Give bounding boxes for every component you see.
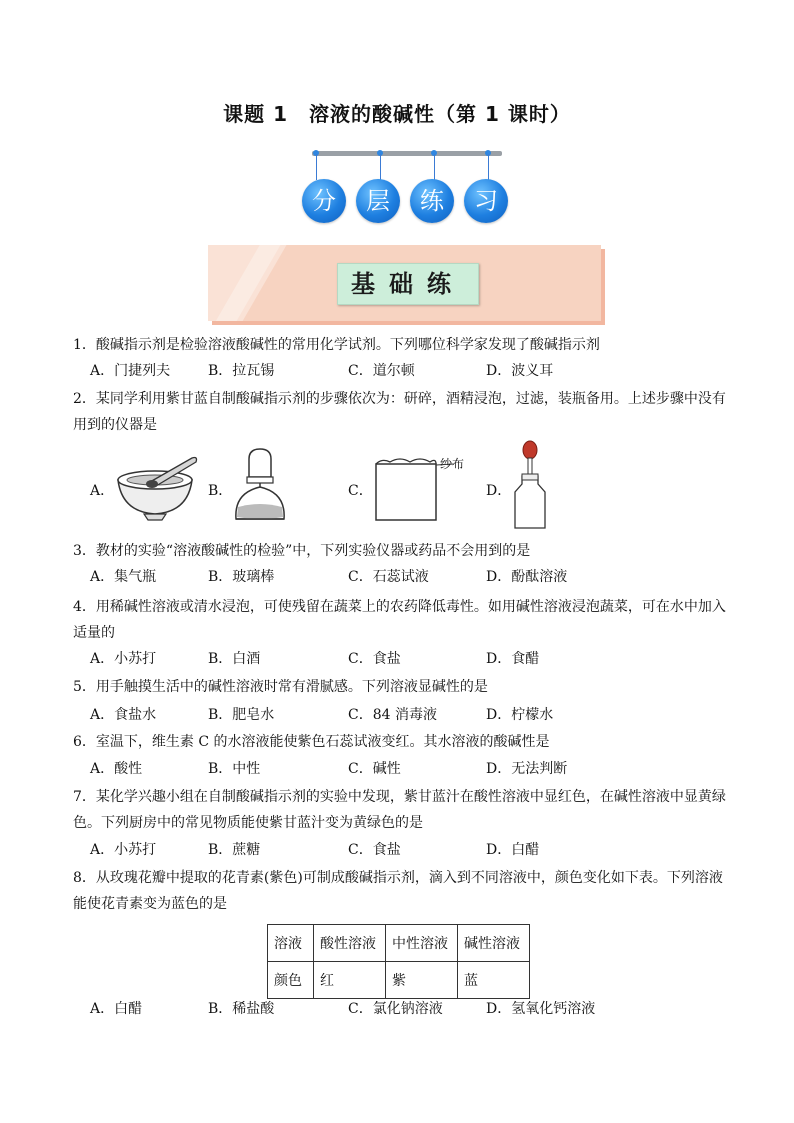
question-3-options <box>90 564 730 590</box>
option-a: A．白醋 <box>90 1001 143 1017</box>
option-c: C．石蕊试液 <box>348 569 429 585</box>
option-d: D．食醋 <box>486 651 540 667</box>
hanger-wire <box>380 154 381 180</box>
badge-lian: 练 <box>410 179 454 223</box>
hanging-badges <box>300 148 520 228</box>
dropper-bottle-icon <box>505 440 555 532</box>
table-cell: 溶液 <box>268 925 314 962</box>
option-d: D．酚酞溶液 <box>486 569 568 585</box>
table-cell: 中性溶液 <box>386 925 458 962</box>
badge-fen: 分 <box>302 179 346 223</box>
mortar-and-pestle-icon <box>110 450 205 522</box>
option-c: C．食盐 <box>348 651 401 667</box>
option-a: A．小苏打 <box>90 651 157 667</box>
option-a: A．门捷列夫 <box>90 363 171 379</box>
option-a: A．集气瓶 <box>90 569 157 585</box>
question-3-stem: 3．教材的实验“溶液酸碱性的检验”中，下列实验仪器或药品不会用到的是 <box>73 543 531 559</box>
question-5-stem: 5．用手触摸生活中的碱性溶液时常有滑腻感。下列溶液显碱性的是 <box>73 679 488 695</box>
hanger-wire <box>488 154 489 180</box>
option-b: B．玻璃棒 <box>208 569 275 585</box>
question-1-stem: 1．酸碱指示剂是检验溶液酸碱性的常用化学试剂。下列哪位科学家发现了酸碱指示剂 <box>73 337 600 353</box>
option-b: B．拉瓦锡 <box>208 363 275 379</box>
option-b: B． <box>208 483 233 499</box>
option-c: C．84 消毒液 <box>348 707 437 723</box>
option-c: C．道尔顿 <box>348 363 415 379</box>
table-cell: 碱性溶液 <box>458 925 530 962</box>
option-d: D． <box>486 483 512 499</box>
option-c: C．食盐 <box>348 842 401 858</box>
table-cell: 蓝 <box>458 962 530 999</box>
option-b: B．白酒 <box>208 651 261 667</box>
question-5-options <box>90 702 730 728</box>
option-a: A．酸性 <box>90 761 143 777</box>
indicator-color-table <box>267 924 530 999</box>
option-b: B．蔗糖 <box>208 842 261 858</box>
question-8-stem: 8．从玫瑰花瓣中提取的花青素(紫色)可制成酸碱指示剂，滴入到不同溶液中，颜色变化如下表。下列溶液能使花青素变为蓝色的是 <box>73 870 723 912</box>
table-row <box>268 962 530 999</box>
page-title: 课题 1 溶液的酸碱性（第 1 课时） <box>223 102 571 126</box>
option-c: C．碱性 <box>348 761 401 777</box>
option-d: D．柠檬水 <box>486 707 554 723</box>
option-b: B．稀盐酸 <box>208 1001 275 1017</box>
option-a: A．食盐水 <box>90 707 157 723</box>
option-c: C．氯化钠溶液 <box>348 1001 443 1017</box>
table-row <box>268 925 530 962</box>
option-b: B．中性 <box>208 761 261 777</box>
table-cell: 红 <box>314 962 386 999</box>
table-cell: 颜色 <box>268 962 314 999</box>
question-8-options <box>90 996 730 1022</box>
question-4-options <box>90 646 730 672</box>
badge-xi: 习 <box>464 179 508 223</box>
question-7-stem: 7．某化学兴趣小组在自制酸碱指示剂的实验中发现，紫甘蓝汁在酸性溶液中显红色，在碱性溶液中显黄绿色。下列厨房中的常见物质能使紫甘蓝汁变为黄绿色的是 <box>73 789 726 831</box>
option-d: D．氢氧化钙溶液 <box>486 1001 596 1017</box>
question-4-stem: 4．用稀碱性溶液或清水浸泡，可使残留在蔬菜上的农药降低毒性。如用碱性溶液浸泡蔬菜，可在水中加入适量的 <box>73 599 726 641</box>
table-cell: 紫 <box>386 962 458 999</box>
hanger-wire <box>434 154 435 180</box>
hanger-rod <box>312 151 502 156</box>
question-1-options <box>90 358 730 384</box>
question-6-options <box>90 756 730 782</box>
gauze-label: 纱布 <box>440 457 465 471</box>
option-a: A． <box>90 483 115 499</box>
section-banner <box>208 245 601 321</box>
option-a: A．小苏打 <box>90 842 157 858</box>
hanger-wire <box>316 154 317 180</box>
option-c: C． <box>348 483 373 499</box>
option-d: D．波义耳 <box>486 363 554 379</box>
option-d: D．无法判断 <box>486 761 568 777</box>
table-cell: 酸性溶液 <box>314 925 386 962</box>
alcohol-lamp-icon <box>232 447 288 525</box>
option-d: D．白醋 <box>486 842 540 858</box>
question-6-stem: 6．室温下，维生素 C 的水溶液能使紫色石蕊试液变红。其水溶液的酸碱性是 <box>73 734 550 750</box>
question-7-options <box>90 837 730 863</box>
badge-ceng: 层 <box>356 179 400 223</box>
section-label: 基础练 <box>337 263 479 305</box>
question-2-stem: 2．某同学利用紫甘蓝自制酸碱指示剂的步骤依次为：研碎，酒精浸泡，过滤，装瓶备用。上述步骤中没有用到的仪器是 <box>73 391 726 433</box>
option-b: B．肥皂水 <box>208 707 275 723</box>
